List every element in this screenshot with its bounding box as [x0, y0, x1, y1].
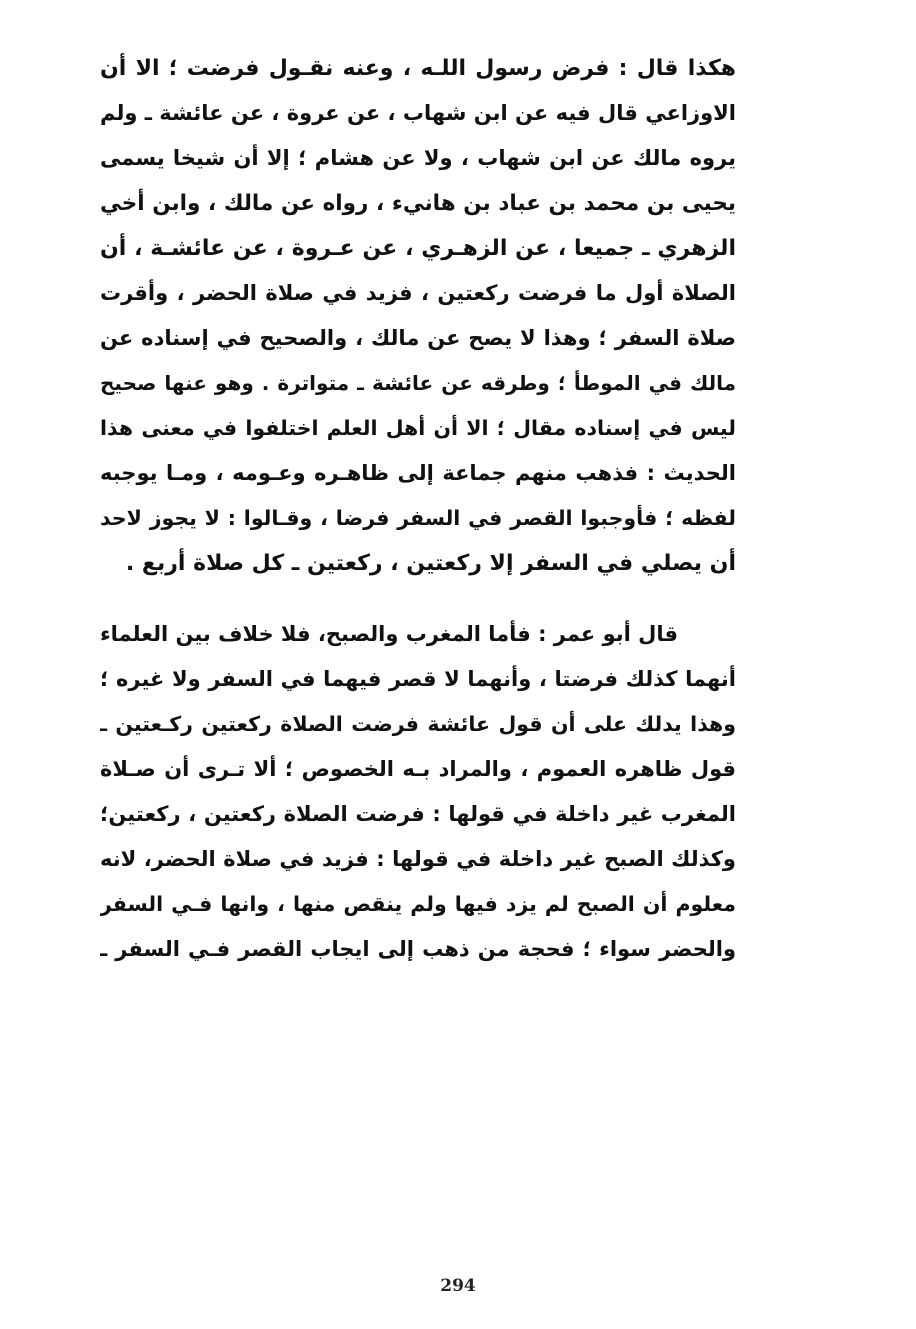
- text-line: معلوم أن الصبح لم يزد فيها ولم ينقص منها ، وانها فـي السفر: [100, 892, 736, 916]
- paragraph-1: [100, 46, 736, 586]
- page-number: 294: [440, 1276, 476, 1296]
- text-line: صلاة السفر ؛ وهذا لا يصح عن مالك ، والصحيح في إسناده عن: [100, 326, 736, 350]
- text-line: يحيى بن محمد بن عباد بن هانيء ، رواه عن مالك ، وابن أخي: [100, 191, 736, 216]
- text-line: وكذلك الصبح غير داخلة في قولها : فزيد في صلاة الحضر، لانه: [100, 847, 736, 871]
- text-line: المغرب غير داخلة في قولها : فرضت الصلاة ركعتين ، ركعتين؛: [100, 802, 736, 826]
- text-line: هكذا قال : فرض رسول اللـه ، وعنه نقـول فرضت ؛ الا أن: [100, 56, 736, 81]
- text-line: ليس في إسناده مقال ؛ الا أن أهل العلم اختلفوا في معنى هذا: [100, 416, 736, 440]
- paragraph-2: [100, 612, 736, 972]
- text-line: قال أبو عمر : فأما المغرب والصبح، فلا خلاف بين العلماء: [100, 622, 678, 646]
- text-line: يروه مالك عن ابن شهاب ، ولا عن هشام ؛ إلا أن شيخا يسمى: [100, 146, 736, 170]
- text-line: أنهما كذلك فرضتا ، وأنهما لا قصر فيهما في السفر ولا غيره ؛: [100, 667, 736, 691]
- text-line: الصلاة أول ما فرضت ركعتين ، فزيد في صلاة الحضر ، وأقرت: [100, 281, 736, 305]
- text-line: قول ظاهره العموم ، والمراد بـه الخصوص ؛ ألا تـرى أن صـلاة: [100, 757, 736, 781]
- text-line: الزهري ـ جميعا ، عن الزهـري ، عن عـروة ، عن عائشـة ، أن: [100, 236, 736, 261]
- text-line: الحديث : فذهب منهم جماعة إلى ظاهـره وعـومه ، ومـا يوجبه: [100, 461, 736, 485]
- text-line: لفظه ؛ فأوجبوا القصر في السفر فرضا ، وقـالوا : لا يجوز لاحد: [100, 506, 736, 530]
- text-line: الاوزاعي قال فيه عن ابن شهاب ، عن عروة ، عن عائشة ـ ولم: [100, 101, 736, 125]
- text-line: مالك في الموطأ ؛ وطرقه عن عائشة ـ متواترة . وهو عنها صحيح: [100, 371, 736, 395]
- text-line: أن يصلي في السفر إلا ركعتين ، ركعتين ـ كل صلاة أربع .: [125, 551, 736, 576]
- text-line: والحضر سواء ؛ فحجة من ذهب إلى ايجاب القصر فـي السفر ـ: [100, 937, 736, 961]
- text-line: وهذا يدلك على أن قول عائشة فرضت الصلاة ركعتين ركـعتين ـ: [100, 712, 736, 736]
